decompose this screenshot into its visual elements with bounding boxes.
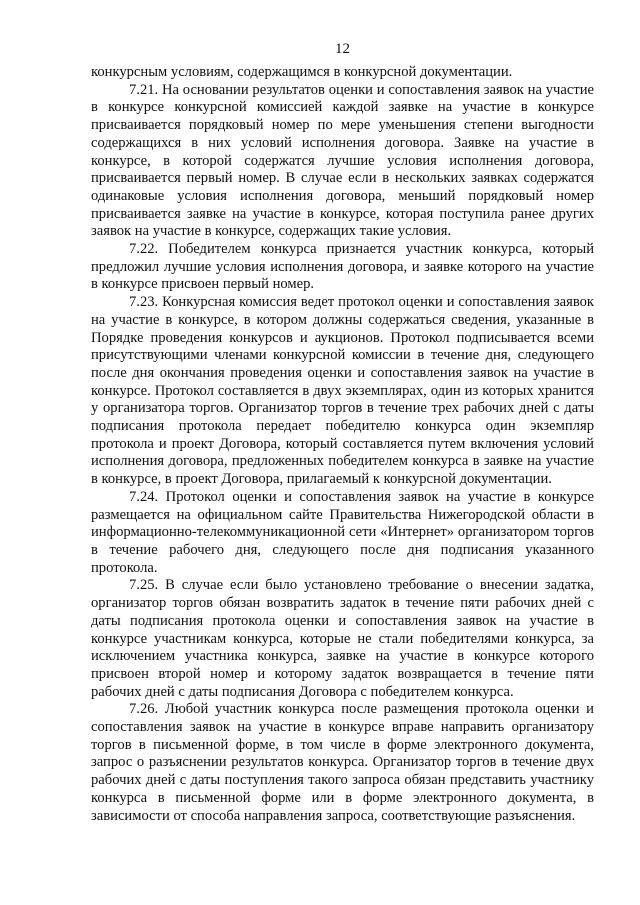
paragraph-7-23: 7.23. Конкурсная комиссия ведет протокол оценки и сопоставления заявок на участие в конкурсе, в котором должны содержаться сведения, указанные в Порядке проведения конкурсов и аукционов. Протокол подписывается всеми присутствующими членами конкурсной комиссии в течение дня, следующего после дня окончания проведения оценки и сопоставления заявок на участие в конкурсе. Протокол составляется в двух экземплярах, один из которых хранится у организатора торгов. Организатор торгов в течение трех рабочих дней с даты подписания протокола передает победителю конкурса один экземпляр протокола и проект Договора, который составляется путем включения условий исполнения договора, предложенных победителем конкурса в заявке на участие в конкурсе, в проект Договора, прилагаемый к конкурсной документации.: [91, 294, 594, 488]
paragraph-7-25: 7.25. В случае если было установлено требование о внесении задатка, организатор торгов обязан возвратить задаток в течение пяти рабочих дней с даты подписания протокола оценки и сопоставления заявок на участие в конкурсе участникам конкурса, которые не стали победителями конкурса, за исключением участника конкурса, заявке на участие в конкурсе которого присвоен второй номер и которому задаток возвращается в течение пяти рабочих дней с даты подписания Договора с победителем конкурса.: [91, 577, 594, 700]
paragraph-continuation: конкурсным условиям, содержащимся в конкурсной документации.: [91, 64, 513, 80]
paragraph-7-26: 7.26. Любой участник конкурса после размещения протокола оценки и сопоставления заявок на участие в конкурсе вправе направить организатору торгов в письменной форме, в том числе в форме электронного документа, запрос о разъяснении результатов конкурса. Организатор торгов в течение двух рабочих дней с даты поступления такого запроса обязан представить участнику конкурса в письменной форме или в форме электронного документа, в зависимости от способа направления запроса, соответствующие разъяснения.: [91, 701, 594, 824]
paragraph-7-24: 7.24. Протокол оценки и сопоставления заявок на участие в конкурсе размещается на официальном сайте Правительства Нижегородской области в информационно-телекоммуникационной сети «Интернет» организатором торгов в течение рабочего дня, следующего после дня подписания указанного протокола.: [91, 488, 594, 576]
paragraph-7-21: 7.21. На основании результатов оценки и сопоставления заявок на участие в конкурсе конкурсной комиссией каждой заявке на участие в конкурсе присваивается порядковый номер по мере уменьшения степени выгодности содержащихся в них условий исполнения договора. Заявке на участие в конкурсе, в которой содержатся лучшие условия исполнения договора, присваивается первый номер. В случае если в нескольких заявках содержатся одинаковые условия исполнения договора, меньший порядковый номер присваивается заявке на участие в конкурсе, которая поступила ранее других заявок на участие в конкурсе, содержащих такие условия.: [91, 81, 594, 240]
paragraph-7-22: 7.22. Победителем конкурса признается участник конкурса, который предложил лучшие условия исполнения договора, и заявке которого на участие в конкурсе присвоен первый номер.: [91, 241, 594, 293]
page-number: 12: [335, 41, 350, 57]
document-page: [91, 40, 594, 825]
